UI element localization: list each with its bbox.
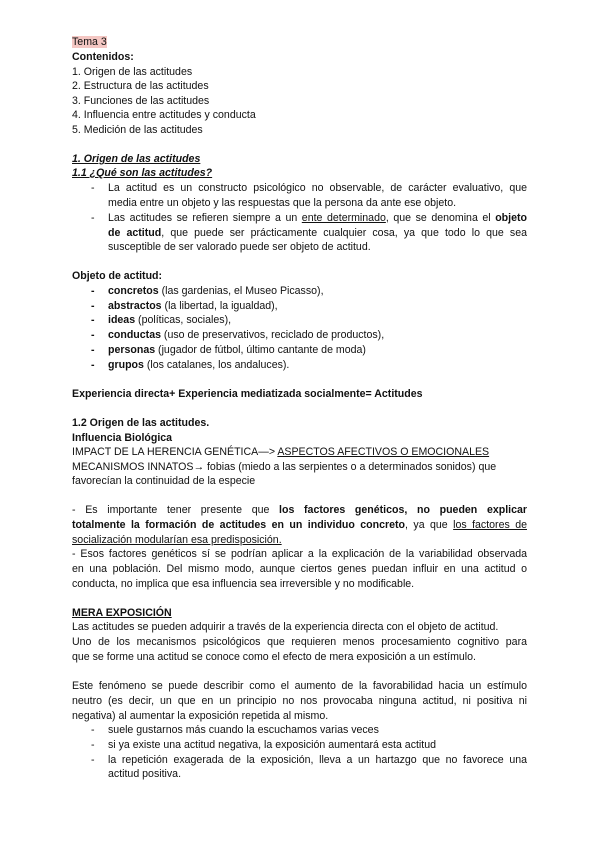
bullet-marker: - bbox=[91, 300, 95, 312]
bullet-text: si ya existe una actitud negativa, la exposición aumentará esta actitud bbox=[108, 739, 437, 751]
paragraph-line: - Es importante tener presente que los factores genéticos, no pueden explicar bbox=[72, 504, 527, 516]
contents-item: 3. Funciones de las actitudes bbox=[72, 95, 210, 107]
bullet-marker: - bbox=[91, 754, 95, 766]
bullet-marker: - bbox=[91, 314, 95, 326]
paragraph-line: neutro (es decir, un que en un principio no nos provocaba ninguna actitud, ni positiva ni bbox=[72, 695, 527, 707]
list-item: concretos (las gardenias, el Museo Picasso), bbox=[108, 285, 324, 297]
contents-item: 2. Estructura de las actitudes bbox=[72, 80, 209, 92]
contents-item: 5. Medición de las actitudes bbox=[72, 124, 203, 136]
list-item: grupos (los catalanes, los andaluces). bbox=[108, 359, 290, 371]
contents-item: 4. Influencia entre actitudes y conducta bbox=[72, 109, 256, 121]
formula-line: Experiencia directa+ Experiencia mediatizada socialmente= Actitudes bbox=[72, 388, 423, 400]
subsection-heading: 1.1 ¿Qué son las actitudes? bbox=[72, 167, 213, 179]
bullet-text: susceptible de ser valorado puede ser objeto de actitud. bbox=[108, 241, 371, 253]
objeto-heading: Objeto de actitud: bbox=[72, 270, 163, 282]
section-heading: 1. Origen de las actitudes bbox=[72, 153, 201, 165]
section-heading: 1.2 Origen de las actitudes. bbox=[72, 417, 210, 429]
paragraph-line: - Esos factores genéticos sí se podrían aplicar a la explicación de la variabilidad observada bbox=[72, 548, 527, 560]
list-item: conductas (uso de preservativos, reciclado de productos), bbox=[108, 329, 385, 341]
paragraph-line: conducta, no implica que esa influencia sea irreversible y no modificable. bbox=[72, 578, 415, 590]
paragraph-line: negativa) al aumentar la exposición repetida al mismo. bbox=[72, 710, 329, 722]
bullet-text: suele gustarnos más cuando la escuchamos varias veces bbox=[108, 724, 379, 736]
text-line: favorecían la continuidad de la especie bbox=[72, 475, 256, 487]
paragraph-line: Las actitudes se pueden adquirir a través de la experiencia directa con el objeto de actitud. bbox=[72, 621, 499, 633]
title-highlight: Tema 3 bbox=[72, 36, 107, 48]
section-heading: MERA EXPOSICIÓN bbox=[72, 607, 172, 619]
subsection-heading: Influencia Biológica bbox=[72, 432, 173, 444]
bullet-marker: - bbox=[91, 329, 95, 341]
paragraph-line: en una población. Del mismo modo, aunque ciertos genes puedan influir en una actitud o bbox=[72, 563, 527, 575]
text-line: MECANISMOS INNATOS→ fobias (miedo a las serpientes o a determinados sonidos) que bbox=[72, 461, 497, 473]
paragraph-line: Este fenómeno se puede describir como el aumento de la favorabilidad hacia un estímulo bbox=[72, 680, 527, 692]
text-line: IMPACT DE LA HERENCIA GENÉTICA—> ASPECTOS AFECTIVOS O EMOCIONALES bbox=[72, 446, 490, 458]
bullet-text: La actitud es un constructo psicológico no observable, de carácter evaluativo, que bbox=[108, 182, 527, 194]
paragraph-line: socialización modularían esa predisposición. bbox=[72, 534, 282, 546]
contents-heading: Contenidos: bbox=[72, 51, 134, 63]
bullet-text: actitud positiva. bbox=[108, 768, 182, 780]
title bbox=[72, 35, 107, 49]
list-item: abstractos (la libertad, la igualdad), bbox=[108, 300, 278, 312]
bullet-text: Las actitudes se refieren siempre a un ente determinado, que se denomina el objeto bbox=[108, 212, 527, 224]
bullet-marker: - bbox=[91, 182, 95, 194]
bullet-text: media entre un objeto y las respuestas que la persona da ante ese objeto. bbox=[108, 197, 457, 209]
list-item: ideas (políticas, sociales), bbox=[108, 314, 232, 326]
bullet-marker: - bbox=[91, 285, 95, 297]
bullet-marker: - bbox=[91, 212, 95, 224]
contents-item: 1. Origen de las actitudes bbox=[72, 66, 193, 78]
paragraph-line: Uno de los mecanismos psicológicos que requieren menos procesamiento cognitivo para bbox=[72, 636, 527, 648]
paragraph-line: que se forme una actitud se conoce como el efecto de mera exposición a un estímulo. bbox=[72, 651, 476, 663]
list-item: personas (jugador de fútbol, último cantante de moda) bbox=[108, 344, 366, 356]
bullet-text: de actitud, que puede ser prácticamente cualquier cosa, ya que todo lo que sea bbox=[108, 227, 528, 239]
bullet-marker: - bbox=[91, 359, 95, 371]
bullet-marker: - bbox=[91, 344, 95, 356]
paragraph-line: totalmente la formación de actitudes en un individuo concreto, ya que los factores de bbox=[72, 519, 527, 531]
bullet-marker: - bbox=[91, 724, 95, 736]
bullet-marker: - bbox=[91, 739, 95, 751]
bullet-text: la repetición exagerada de la exposición, lleva a un hartazgo que no favorece una bbox=[108, 754, 527, 766]
